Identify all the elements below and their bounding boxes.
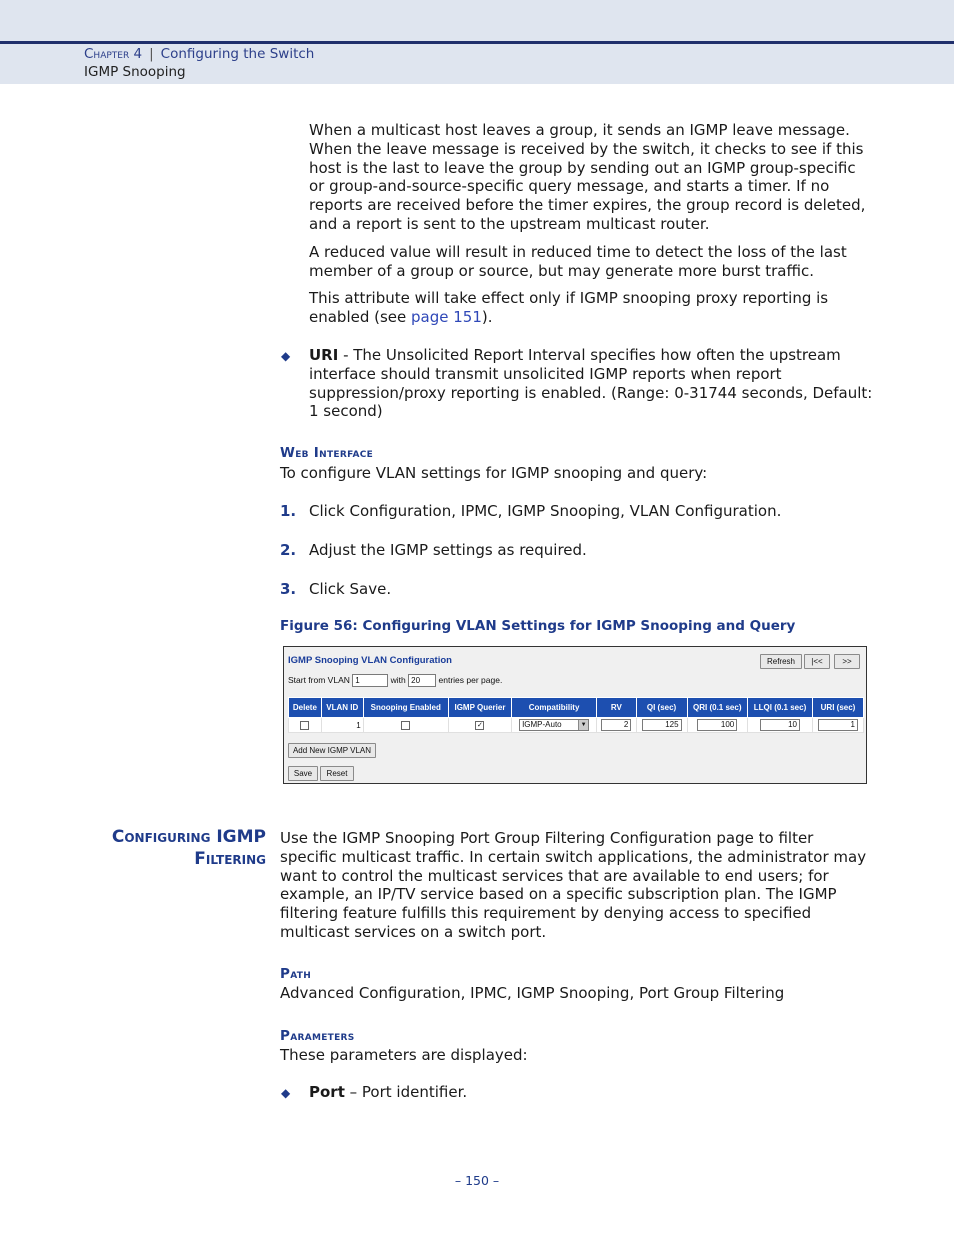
section-label: IGMP Snooping (84, 64, 186, 80)
compatibility-value: IGMP-Auto (522, 720, 562, 729)
page-link[interactable]: page 151 (411, 307, 482, 326)
paging-row (288, 674, 502, 687)
bullet-diamond-icon: ◆ (281, 349, 291, 363)
uri-term: URI (309, 346, 339, 364)
qri-cell (687, 718, 748, 733)
parameters-heading: Parameters (280, 1028, 355, 1044)
qi-cell (636, 718, 687, 733)
compatibility-select[interactable] (519, 719, 589, 731)
proxy-text: This attribute will take effect only if IGMP snooping proxy reporting is enabled (see (309, 289, 829, 326)
figure-caption: Figure 56: Configuring VLAN Settings for IGMP Snooping and Query (280, 618, 796, 634)
col-qri: QRI (0.1 sec) (687, 698, 748, 718)
llqi-input[interactable]: 10 (760, 719, 800, 731)
body-para-leave: When a multicast host leaves a group, it sends an IGMP leave message. When the leave message is received by the switch, it checks to see if this host is the last to leave the group by sending out an IGMP group-specific or group-and-source-specific query message, and starts a timer. If no reports are received before the timer expires, the group record is deleted, and a report is sent to the upstream multicast router. (309, 121, 866, 233)
section-heading-line1: Configuring IGMP (111, 827, 266, 847)
header-separator: | (149, 46, 154, 62)
section-heading-line2: Filtering (194, 849, 266, 869)
col-vlan-id: VLAN ID (321, 698, 363, 718)
step-text: Adjust the IGMP settings as required. (309, 541, 587, 559)
with-label: with (390, 674, 406, 685)
qi-input[interactable]: 125 (642, 719, 682, 731)
delete-cell (289, 718, 322, 733)
rv-input[interactable]: 2 (601, 719, 631, 731)
port-bullet (309, 1083, 874, 1102)
col-llqi: LLQI (0.1 sec) (748, 698, 813, 718)
step-number: 2. (280, 541, 297, 559)
parameters-intro: These parameters are displayed: (280, 1046, 528, 1064)
col-uri: URI (sec) (813, 698, 864, 718)
entries-per-page-input[interactable]: 20 (408, 674, 436, 687)
next-page-button[interactable]: >> (834, 654, 860, 669)
col-igmp-querier: IGMP Querier (448, 698, 511, 718)
vlan-config-screenshot (283, 646, 867, 784)
bullet-diamond-icon: ◆ (281, 1086, 291, 1100)
col-snooping-enabled: Snooping Enabled (363, 698, 448, 718)
uri-input[interactable]: 1 (818, 719, 858, 731)
col-compatibility: Compatibility (512, 698, 597, 718)
port-description: – Port identifier. (344, 1083, 468, 1101)
figure-panel-title: IGMP Snooping VLAN Configuration (288, 655, 452, 666)
rv-cell (597, 718, 637, 733)
chevron-down-icon: ▼ (578, 720, 588, 730)
compat-cell (512, 718, 597, 733)
step-number: 3. (280, 580, 297, 598)
vlan-id-cell: 1 (321, 718, 363, 733)
header-rule (0, 41, 954, 44)
vlan-table (288, 697, 864, 733)
body-para-proxy (309, 289, 874, 327)
web-interface-heading: Web Interface (280, 445, 374, 461)
uri-cell (813, 718, 864, 733)
entries-label: entries per page. (438, 674, 503, 685)
step-text: Click Configuration, IPMC, IGMP Snooping, VLAN Configuration. (309, 502, 782, 520)
col-rv: RV (597, 698, 637, 718)
path-heading: Path (280, 966, 312, 982)
llqi-cell (748, 718, 813, 733)
chapter-title: Configuring the Switch (160, 46, 315, 62)
running-header (84, 46, 314, 62)
col-delete: Delete (289, 698, 322, 718)
uri-bullet (309, 346, 874, 421)
uri-description: - The Unsolicited Report Interval specifies how often the upstream interface should transmit unsolicited IGMP reports when report suppression/proxy reporting is enabled. (Range: 0-31744 seconds, Default: 1 second) (309, 346, 873, 421)
proxy-text-end: ). (481, 307, 493, 326)
chapter-label: Chapter 4 (84, 46, 143, 62)
add-vlan-button[interactable]: Add New IGMP VLAN (288, 743, 376, 758)
step-text: Click Save. (309, 580, 392, 598)
body-para-reduced: A reduced value will result in reduced time to detect the loss of the last member of a group or source, but may generate more burst traffic. (309, 243, 847, 280)
col-qi: QI (sec) (636, 698, 687, 718)
start-label: Start from VLAN (288, 674, 350, 685)
section-heading (60, 826, 266, 870)
first-page-button[interactable]: |<< (804, 654, 830, 669)
delete-checkbox[interactable] (300, 721, 309, 730)
querier-cell (448, 718, 511, 733)
start-vlan-input[interactable]: 1 (352, 674, 388, 687)
web-interface-intro: To configure VLAN settings for IGMP snooping and query: (280, 464, 708, 482)
snooping-enabled-checkbox[interactable] (401, 721, 410, 730)
snooping-cell (363, 718, 448, 733)
qri-input[interactable]: 100 (697, 719, 737, 731)
step-number: 1. (280, 502, 297, 520)
refresh-button[interactable]: Refresh (760, 654, 802, 669)
path-text: Advanced Configuration, IPMC, IGMP Snooping, Port Group Filtering (280, 984, 785, 1002)
table-row (289, 718, 864, 733)
save-button[interactable]: Save (288, 766, 318, 781)
port-term: Port (309, 1083, 345, 1101)
page-number: – 150 – (454, 1173, 500, 1188)
reset-button[interactable]: Reset (320, 766, 354, 781)
filter-intro: Use the IGMP Snooping Port Group Filtering Configuration page to filter specific multicast traffic. In certain switch applications, the administrator may want to control the multicast services that are available to end users; for example, an IP/TV service based on a specific subscription plan. The IGMP filtering feature fulfills this requirement by denying access to specified multicast services on a switch port. (280, 829, 867, 941)
table-header-row (289, 698, 864, 718)
igmp-querier-checkbox[interactable]: ✓ (477, 721, 483, 729)
